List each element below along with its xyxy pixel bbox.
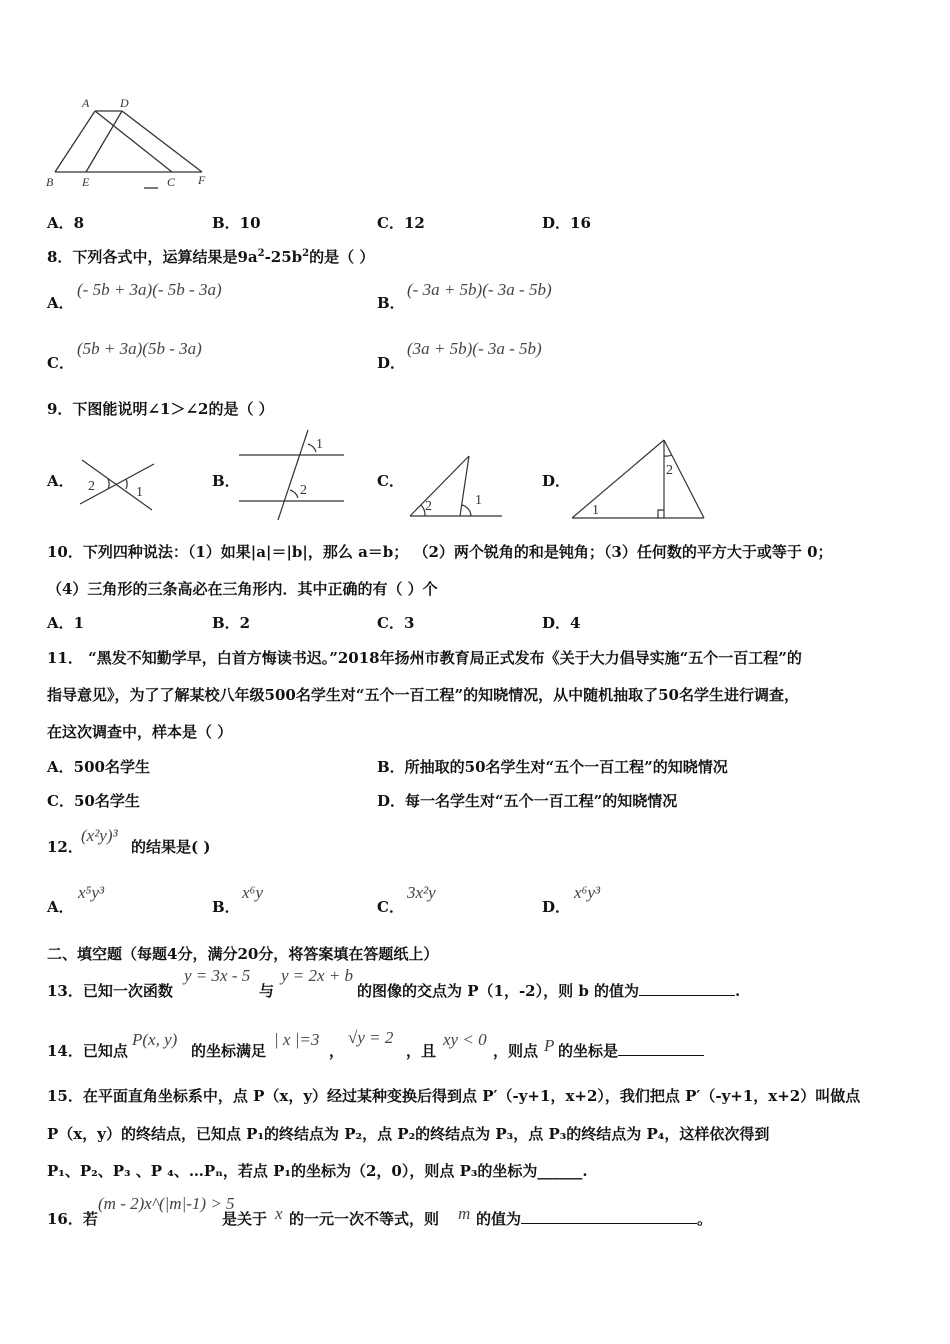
q14-expr-5: P <box>544 1036 555 1055</box>
svg-text:2: 2 <box>666 463 673 478</box>
q13-answer-blank[interactable] <box>639 981 735 996</box>
q9-stem: 9．下图能说明∠1＞∠2的是（ ） <box>47 400 274 418</box>
svg-text:1: 1 <box>592 503 599 518</box>
label-b: B <box>46 175 54 189</box>
q13-expr-2: y = 2x + b <box>281 966 354 985</box>
q11-line-3: 在这次调查中，样本是（ ） <box>47 723 233 741</box>
q9-option-a-label: A． <box>47 472 74 490</box>
q9-figure-d <box>568 436 708 524</box>
q14-expr-3: √y = 2 <box>348 1028 394 1047</box>
svg-text:1: 1 <box>136 485 143 500</box>
q10-option-b: B．2 <box>212 614 251 632</box>
label-c: C <box>167 175 176 189</box>
q11-line-1: 11． “黑发不知勤学早，白首方悔读书迟。”2018年扬州市教育局正式发布《关于大力倡导实施“五个一百工程”的 <box>47 649 802 667</box>
svg-text:1: 1 <box>475 493 482 508</box>
q16-var-m: m <box>458 1204 471 1223</box>
q10-line-2: （4）三角形的三条高必在三角形内．其中正确的有（ ）个 <box>47 580 438 598</box>
svg-text:2: 2 <box>88 479 95 494</box>
q11-option-a: A．500名学生 <box>47 758 150 776</box>
svg-text:1: 1 <box>316 437 323 452</box>
label-a: A <box>82 96 90 110</box>
q14-text-a: 14．已知点 <box>47 1042 128 1060</box>
q8-option-b-expr: (- 3a + 5b)(- 3a - 5b) <box>407 280 552 299</box>
q7-option-b: B．10 <box>212 214 261 232</box>
q12-option-c-expr: 3x²y <box>407 883 436 902</box>
label-f: F <box>198 173 206 187</box>
svg-text:2: 2 <box>300 483 307 498</box>
q9-option-d-label: D． <box>542 472 571 490</box>
q9-figure-c <box>405 452 505 522</box>
segment-ab <box>55 111 95 172</box>
q16-text-a: 16．若 <box>47 1210 98 1228</box>
q12-option-d-expr: x⁶y³ <box>574 883 601 902</box>
q11-option-b: B．所抽取的50名学生对“五个一百工程”的知晓情况 <box>377 758 728 776</box>
q14-expr-1: P(x, y) <box>132 1030 178 1049</box>
q7-option-a: A．8 <box>47 214 85 232</box>
q9-figure-b <box>236 428 348 522</box>
q15-line-3: P₁、P₂、P₃ 、P ₄、…Pₙ，若点 P₁的坐标为（2，0），则点 P₃的坐标为______. <box>47 1162 588 1180</box>
q14-text-d: ，且 <box>406 1042 437 1060</box>
q8-option-d-label: D． <box>377 354 406 372</box>
q8-option-d-expr: (3a + 5b)(- 3a - 5b) <box>407 339 542 358</box>
q11-line-2: 指导意见》，为了了解某校八年级500名学生对“五个一百工程”的知晓情况，从中随机抽取了50名学生进行调查， <box>47 686 799 704</box>
q12-option-a-label: A． <box>47 898 74 916</box>
section-2-heading: 二、填空题（每题4分，满分20分，将答案填在答题纸上） <box>47 945 439 963</box>
q12-stem: 的结果是( ) <box>131 838 211 856</box>
q15-line-1: 15．在平面直角坐标系中，点 P（x，y）经过某种变换后得到点 P′（-y+1，x+2），我们把点 P′（-y+1，x+2）叫做点 <box>47 1087 861 1105</box>
q10-line-1: 10．下列四种说法：（1）如果|a|＝|b|，那么 a＝b； （2）两个锐角的和是钝角；（3）任何数的平方大于或等于 0； <box>47 543 833 561</box>
q8-stem: 8．下列各式中，运算结果是$9a^2-25b^2$的是（ ） <box>47 248 375 266</box>
q11-option-d: D．每一名学生对“五个一百工程”的知晓情况 <box>377 792 678 810</box>
q14-text-c: ， <box>329 1042 345 1060</box>
q10-option-c: C．3 <box>377 614 415 632</box>
q14-answer-blank[interactable] <box>618 1041 704 1056</box>
label-d: D <box>120 96 129 110</box>
q16-expr: (m - 2)x^(|m|-1) > 5 <box>98 1194 235 1213</box>
q16-text-d: 的值为 。 <box>476 1210 713 1228</box>
q15-line-2: P（x，y）的终结点，已知点 P₁的终结点为 P₂，点 P₂的终结点为 P₃，点 P₃的终结点为 P₄，这样依次得到 <box>47 1125 770 1143</box>
q14-text-f: 的坐标是 <box>558 1040 704 1061</box>
q13-text-c: 的图像的交点为 P（1，-2），则 b 的值为 . <box>357 982 741 1000</box>
q7-option-c: C．12 <box>377 214 425 232</box>
q9-figure-a <box>78 452 158 512</box>
q16-answer-blank[interactable] <box>521 1209 697 1224</box>
q13-text-a: 13．已知一次函数 <box>47 982 173 1000</box>
q12-expr: (x²y)³ <box>81 826 118 845</box>
q14-expr-4: xy < 0 <box>443 1030 487 1049</box>
q14-text-e: ，则点 <box>493 1042 539 1060</box>
label-e: E <box>82 175 90 189</box>
q12-option-d-label: D． <box>542 898 571 916</box>
q12-option-b-expr: x⁶y <box>242 883 264 902</box>
q16-text-c: 的一元一次不等式，则 <box>289 1210 440 1228</box>
q9-option-b-label: B． <box>212 472 240 490</box>
q7-option-d: D．16 <box>542 214 591 232</box>
q7-figure <box>40 95 225 195</box>
q14-expr-2: | x |=3 <box>274 1030 320 1049</box>
q13-text-b: 与 <box>259 982 275 1000</box>
q12-option-b-label: B． <box>212 898 240 916</box>
q8-option-b-label: B． <box>377 294 405 312</box>
q13-expr-1: y = 3x - 5 <box>184 966 251 985</box>
svg-text:2: 2 <box>425 499 432 514</box>
q8-option-c-expr: (5b + 3a)(5b - 3a) <box>77 339 202 358</box>
q12-number: 12． <box>47 838 83 856</box>
q12-option-c-label: C． <box>377 898 404 916</box>
q8-option-a-expr: (- 5b + 3a)(- 5b - 3a) <box>77 280 222 299</box>
q10-option-d: D．4 <box>542 614 581 632</box>
q16-var-x: x <box>275 1204 283 1223</box>
q10-option-a: A．1 <box>47 614 85 632</box>
q16-text-b: 是关于 <box>222 1210 268 1228</box>
q11-option-c: C．50名学生 <box>47 792 140 810</box>
q14-text-b: 的坐标满足 <box>191 1042 267 1060</box>
q8-option-c-label: C． <box>47 354 74 372</box>
q12-option-a-expr: x⁵y³ <box>78 883 105 902</box>
q9-option-c-label: C． <box>377 472 404 490</box>
q8-option-a-label: A． <box>47 294 74 312</box>
segment-de <box>86 111 122 172</box>
